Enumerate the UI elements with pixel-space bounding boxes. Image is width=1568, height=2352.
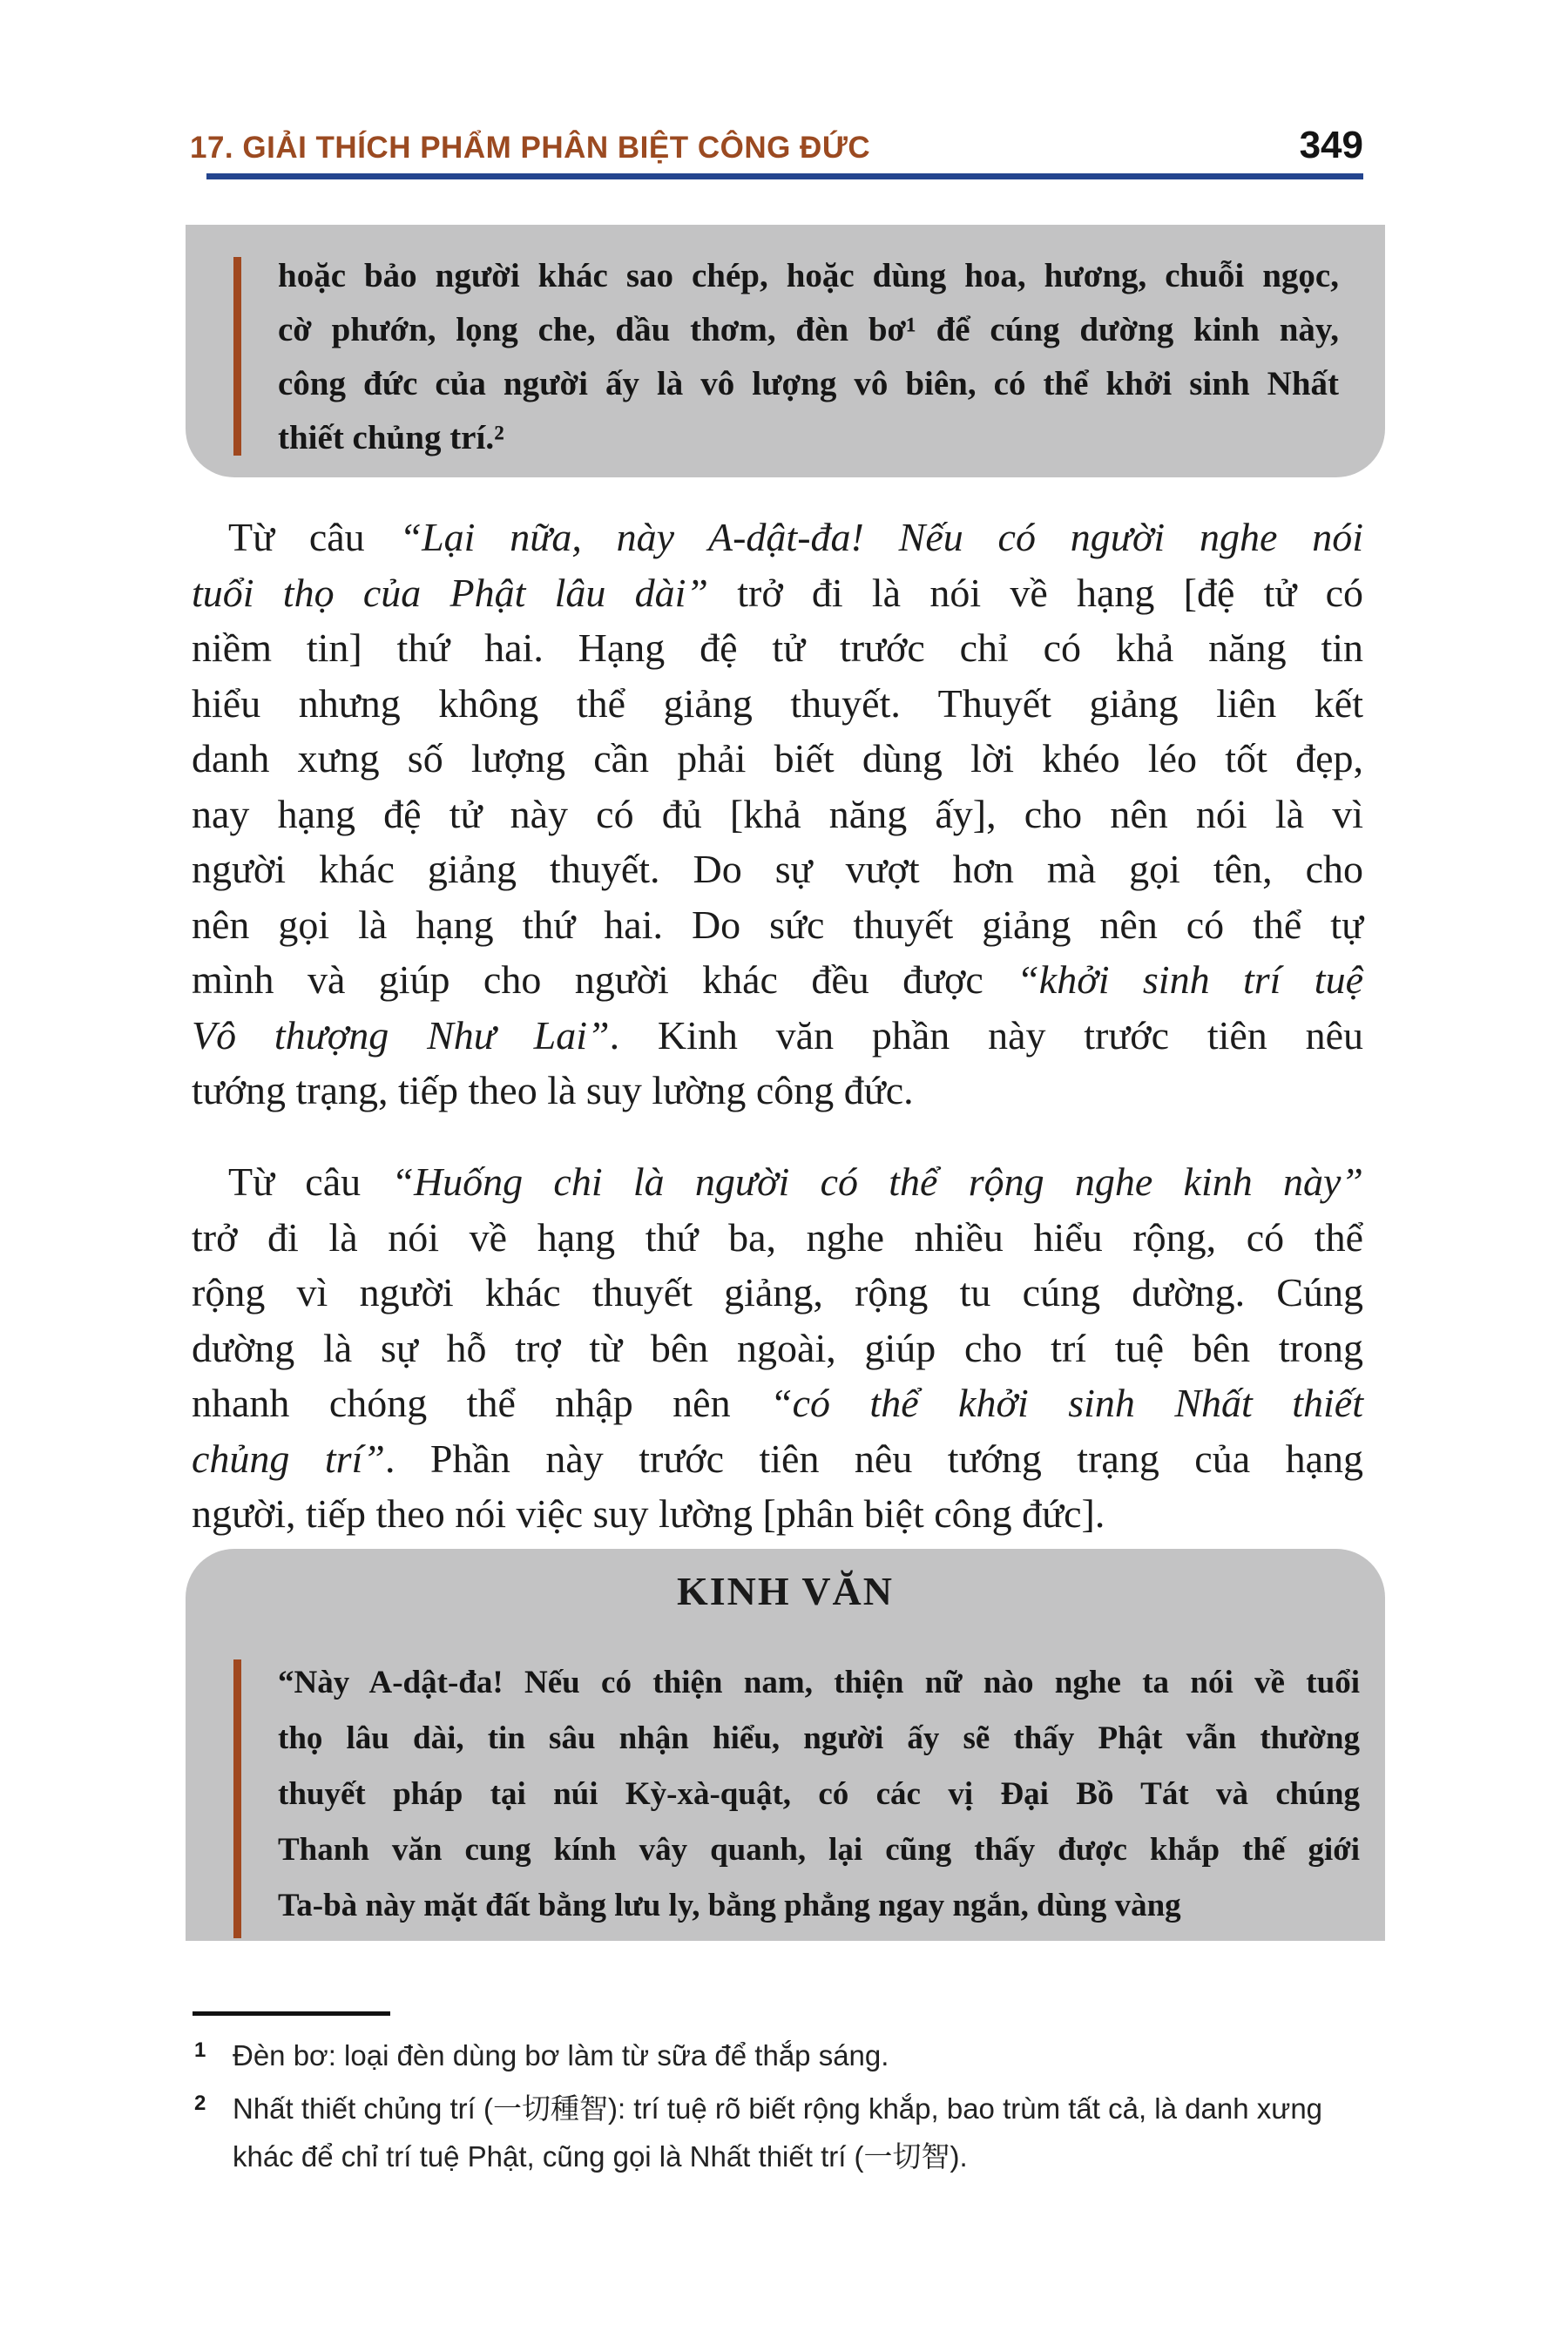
text-line: mình và giúp cho người khác đều được “khởi sinh trí tuệ: [192, 957, 1364, 1002]
sutra-quote-block-top: [186, 225, 1385, 477]
header-divider-rule: [206, 173, 1363, 179]
text-line: hiểu nhưng không thể giảng thuyết. Thuyết giảng liên kết: [192, 680, 1363, 726]
footnote-1-text: Đèn bơ: loại đèn dùng bơ làm từ sữa để thắp sáng.: [233, 2039, 889, 2072]
text-line: rộng vì người khác thuyết giảng, rộng tu cúng dường. Cúng: [192, 1270, 1363, 1315]
text-line: tướng trạng, tiếp theo là suy lường công đức.: [192, 1068, 914, 1112]
text-line: niềm tin] thứ hai. Hạng đệ tử trước chỉ có khả năng tin: [192, 625, 1363, 670]
footnote-separator-rule: [193, 2011, 390, 2016]
text-line: thọ lâu dài, tin sâu nhận hiểu, người ấy sẽ thấy Phật vẫn thường: [278, 1720, 1360, 1756]
commentary-paragraph-1: [192, 510, 1363, 1119]
text-line: chủng trí”. Phần này trước tiên nêu tướng trạng của hạng: [192, 1436, 1364, 1481]
commentary-paragraph-2: [192, 1154, 1363, 1542]
kinh-van-block: [186, 1549, 1385, 1941]
footnote-2-marker: 2: [194, 2092, 206, 2115]
text-line: Vô thượng Như Lai”. Kinh văn phần này trước tiên nêu: [192, 1012, 1364, 1058]
page-number: 349: [1299, 124, 1363, 166]
text-line: người khác giảng thuyết. Do sự vượt hơn mà gọi tên, cho: [192, 847, 1363, 891]
text-line: tuổi thọ của Phật lâu dài” trở đi là nói về hạng [đệ tử có: [192, 570, 1364, 615]
footnote-1: [193, 2031, 1370, 2079]
text-line: Thanh văn cung kính vây quanh, lại cũng thấy được khắp thế giới: [278, 1832, 1360, 1868]
text-line: thiết chủng trí.²: [278, 419, 504, 456]
sutra-quote-text: [278, 249, 1339, 465]
kinh-van-quote-text: [278, 1655, 1360, 1934]
text-line: nên gọi là hạng thứ hai. Do sức thuyết giảng nên có thể tự: [192, 902, 1363, 947]
footnotes-section: [193, 2031, 1370, 2186]
text-line: cờ phướn, lọng che, dầu thơm, đèn bơ¹ để cúng dường kinh này,: [278, 311, 1339, 348]
footnote-2-text: Nhất thiết chủng trí (一切種智): trí tuệ rõ biết rộng khắp, bao trùm tất cả, là danh xưng khác để chỉ trí tuệ Phật, cũng gọi là Nhất thiết trí (一切智).: [233, 2092, 1323, 2173]
text-line: Ta-bà này mặt đất bằng lưu ly, bằng phẳng ngay ngắn, dùng vàng: [278, 1888, 1181, 1923]
text-line: hoặc bảo người khác sao chép, hoặc dùng hoa, hương, chuỗi ngọc,: [278, 257, 1339, 294]
text-line: “Này A-dật-đa! Nếu có thiện nam, thiện nữ nào nghe ta nói về tuổi: [278, 1665, 1360, 1700]
chapter-header-title: 17. GIẢI THÍCH PHẨM PHÂN BIỆT CÔNG ĐỨC: [190, 131, 871, 165]
text-line: công đức của người ấy là vô lượng vô biên, có thể khởi sinh Nhất: [278, 365, 1339, 402]
kinh-van-heading: KINH VĂN: [676, 1569, 894, 1613]
quote-left-bar: [233, 257, 241, 456]
text-line: trở đi là nói về hạng thứ ba, nghe nhiều hiểu rộng, có thể: [192, 1214, 1363, 1260]
text-line: thuyết pháp tại núi Kỳ-xà-quật, có các vị Đại Bồ Tát và chúng: [278, 1776, 1360, 1812]
text-line: nay hạng đệ tử này có đủ [khả năng ấy], cho nên nói là vì: [192, 791, 1363, 836]
text-line: danh xưng số lượng cần phải biết dùng lời khéo léo tốt đẹp,: [192, 736, 1363, 781]
text-line: người, tiếp theo nói việc suy lường [phân biệt công đức].: [192, 1491, 1105, 1536]
footnote-1-marker: 1: [194, 2038, 206, 2062]
text-line: dường là sự hỗ trợ từ bên ngoài, giúp cho trí tuệ bên trong: [192, 1325, 1363, 1370]
footnote-2: [193, 2085, 1370, 2180]
quote-left-bar: [233, 1659, 241, 1938]
text-line: nhanh chóng thể nhập nên “có thể khởi sinh Nhất thiết: [192, 1381, 1363, 1425]
text-line: Từ câu “Lại nữa, này A-dật-đa! Nếu có người nghe nói: [228, 515, 1363, 559]
text-line: Từ câu “Huống chi là người có thể rộng nghe kinh này”: [228, 1159, 1363, 1204]
